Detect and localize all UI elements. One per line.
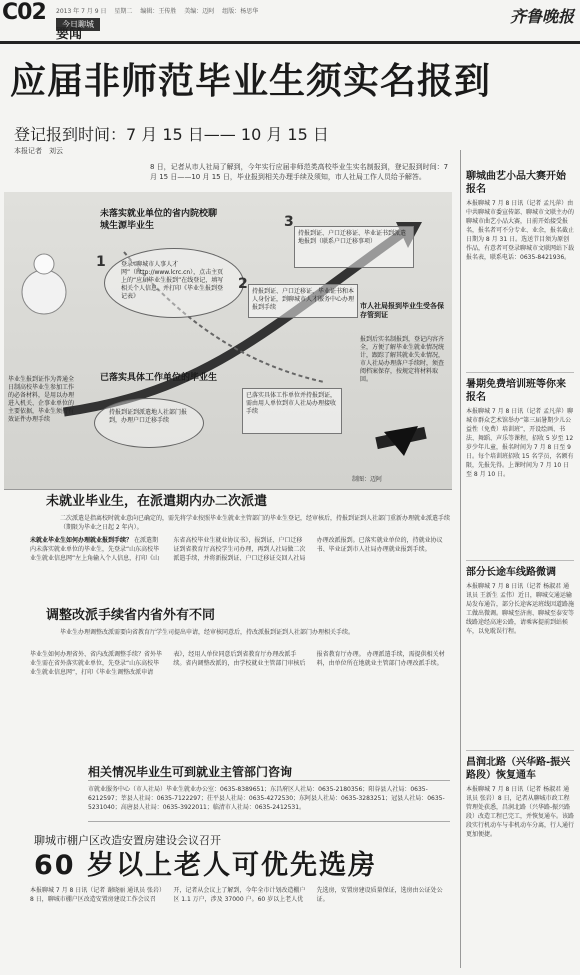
step-1-box: 登录“聊城市人事人才网”（http://www.lcrc.cn），点击主页上的“应届毕业生报到”在线登记，填写相关个人信息，并打印《毕业生报到登记表》 <box>104 248 244 318</box>
issue-date: 2013 年 7 月 9 日 <box>56 8 107 15</box>
sidebar-divider-3 <box>466 750 574 751</box>
story2-headline: 60 岁以上老人可优先选房 <box>34 850 377 881</box>
header-meta <box>56 6 264 15</box>
sidebar-item-3-body: 本报聊城 7 月 8 日讯（记者 杨淑君 通讯员 王新生 孟伟）近日，聊城交通运输局发布通告，部分长途客运班线因道路施工做出微调。聊城至济南、聊城至泰安等线路途经高速公路，请乘客提前到站候车，以免耽误行程。 <box>466 583 574 635</box>
main-headline: 应届非师范毕业生须实名报到 <box>10 61 492 102</box>
section2-subtitle: 未就业毕业生如何办理就业报到手续？ <box>30 537 133 544</box>
sidebar-item-2 <box>466 378 574 557</box>
graphic-label-unplaced: 未落实就业单位的省内院校聊城生源毕业生 <box>100 209 218 231</box>
graphic-office-note: 报到后实名制报到，登记内容齐全，方便了解毕业生就业情况统计，跟踪了解其就业失业情况，市人社局办理落户手续时，须查阅档案保存，按规定将材料取回。 <box>360 336 445 383</box>
section3-title: 调整改派手续省内省外有不同 <box>46 608 216 623</box>
notice-title: 相关情况毕业生可到就业主管部门咨询 <box>88 765 293 779</box>
proofreader-credit: 组版：杨思华 <box>222 8 259 15</box>
section3-text: 毕业生如何办理省外、省内改派调整手续？省外毕业生需在省外落实就业单位，先登录“山东高校毕业生就业信息网”，打印《毕业生调整改派申请表》，经用人单位同意后到省教育厅办理改派手续。省内调整改派的，由学校就业主管部门审核后报省教育厅办理。 <box>30 651 365 676</box>
step-2-number: 2 <box>238 276 248 292</box>
channel-label: 今日聊城 <box>56 18 100 31</box>
process-infographic <box>4 192 452 490</box>
section-label: 要闻 <box>56 27 83 42</box>
main-subhead: 登记报到时间：7 月 15 日—— 10 月 15 日 <box>14 125 329 144</box>
section2-intro: 二次派遣是指离校时就业意向已确定的，需先将学业按照毕业生就业主管部门的毕业生登记，经审核后，持报到证到人社部门重新办理就业派遣手续（期限为毕业之日起 2 年内）。 <box>60 515 450 531</box>
column-divider <box>460 150 461 968</box>
graphic-label-placed: 已落实具体工作单位的毕业生 <box>100 373 218 383</box>
graphic-side-note: 毕业生报到证作为普通全日制高校毕业生参加工作的必备材料，是用以办理进入机关、企事业单位的主要依据，毕业生须持有效证件办理手续 <box>8 376 75 423</box>
section2-body <box>30 536 450 598</box>
notice-box <box>88 780 450 822</box>
sidebar-item-2-body: 本报聊城 7 月 8 日讯（记者 孟凡萍）聊城市群众艺术馆举办“第三届暑期少儿公益性（免费）培训班”，开设绘画、书法、舞蹈、声乐等课程，招收 5 岁至 12 岁少年儿童，报名时间为 7 月 8 日至 9 日。每个培训班招收 15 名学员，名额有限，先报先得。上课时间为 7 月 10 日至 8 月 10 日。 <box>466 408 574 478</box>
sidebar-item-1 <box>466 170 574 367</box>
story2-body: 本报聊城 7 月 8 日讯（记者 谢晓丽 通讯员 张岩）8 日，聊城市棚户区改造安置房建设工作会议召开，记者从会议上了解到，今年全市计划改造棚户区 1.1 万户，涉及 37000 户。60 岁以上老人优先选房，安置房建设质量保证，选房由公证处公证。 <box>30 887 443 903</box>
sidebar-divider-2 <box>466 560 574 561</box>
step-3-number: 3 <box>284 214 294 230</box>
sidebar-item-4-body: 本报聊城 7 月 8 日讯（记者 杨淑君 通讯员 张岩）8 日，记者从聊城市政工程管理处获悉，昌润北路（兴华路-振兴路段）改造工程已完工，并恢复通车。该路段实行机动车与非机动车分离，行人通行更加便捷。 <box>466 786 574 838</box>
notice-body: 市就业服务中心（市人社局）毕业生就业办公室：0635-8389651；东昌府区人社局：0635-2180356；阳谷县人社局：0635-6212597；莘县人社局：0635-7122297；茌平县人社局：0635-4272530；东阿县人社局：0635-3283251；冠县人社局：0635-5231040；高唐县人社局：0635-3922011；临清市人社局：0635-2412531。 <box>88 786 445 811</box>
sidebar-item-3-title: 部分长途车线路微调 <box>466 567 556 578</box>
placed-step-2: 已落实具体工作单位并持报到证，需由用人单位到市人社局办理接收手续 <box>242 388 342 434</box>
sidebar-item-1-title: 聊城曲艺小品大赛开始报名 <box>466 171 566 195</box>
story2-kicker: 聊城市棚户区改造安置房建设会议召开 <box>34 834 221 847</box>
main-lead-text: 8 日，记者从市人社局了解到，今年实行应届非师范类高校毕业生实名制报到，登记报到时间：7 月 15 日——10 月 15 日，毕业报到相关办理手续及须知，市人社局工作人员给予解答。 <box>150 163 449 181</box>
graphic-credit: 制图：迈阿 <box>351 476 382 483</box>
section2-title: 未就业毕业生，在派遣期内办二次派遣 <box>46 494 268 509</box>
placed-step-1: 持报到证到派遣地人社部门报到，办理户口迁移手续 <box>94 398 204 448</box>
page-number: C02 <box>2 0 46 25</box>
step-3-box: 持报到证、户口迁移证、毕业证书到派遣地报到（联系户口迁移事项） <box>294 226 414 268</box>
issue-weekday: 星期二 <box>114 8 133 15</box>
step-2-box: 持报到证、户口迁移证、毕业证书和本人身份证，到聊城市人才服务中心办理报到手续 <box>248 284 358 318</box>
sidebar-item-4-title: 昌润北路（兴华路-振兴路段）恢复通车 <box>466 757 571 781</box>
section3-intro: 毕业生办理调整改派需要向省教育厅学生司提出申请，经审核同意后，持改派报到证到人社部门办理相关手续。 <box>60 629 355 636</box>
graphic-label-office: 市人社局报到毕业生受各保存管到证 <box>360 302 444 319</box>
sidebar-item-2-title: 暑期免费培训班等你来报名 <box>466 379 566 403</box>
masthead-logo: 齐鲁晚报 <box>509 7 574 26</box>
editor-credit: 编辑：王传胜 <box>140 8 177 15</box>
sidebar-divider-1 <box>466 372 574 373</box>
section3-note: 办理派遣手续，需提供相关材料，由单位所在地就业主管部门办理改派手续。 <box>316 651 445 667</box>
main-byline: 本报记者 刘云 <box>14 147 63 155</box>
page-header <box>0 0 580 44</box>
sidebar-item-3 <box>466 566 574 732</box>
section2-text: 在派遣期内未落实就业单位的毕业生，先登录“山东高校毕业生就业信息网”左上角输入个人信息，打印《山东省高校毕业生就业协议书》，报到证、户口迁移证到省教育厅高校学生司办理，再到人社局做二次派遣手续，并将新报到证、户口迁移证交回人社局办理改派报到。已落实就业单位的，持就业协议书、毕业证到市人社局办理就业报到手续。 <box>30 537 443 562</box>
section3-body <box>30 650 450 754</box>
step-1-number: 1 <box>96 254 106 270</box>
designer-credit: 美编：迈阿 <box>184 8 215 15</box>
sidebar-item-1-body: 本报聊城 7 月 8 日讯（记者 孟凡萍）由中共聊城市委宣传部、聊城市文联主办的聊城市曲艺小品大赛，日前开始接受报名，报名者可不分专业、业余，报名截止日期为 8 月 31 日。选送节目须为原创作品，有意者可登录聊城市文联网站下载报名表，联系电话：0635-8421936。 <box>466 200 574 261</box>
sidebar-item-4 <box>466 756 574 947</box>
